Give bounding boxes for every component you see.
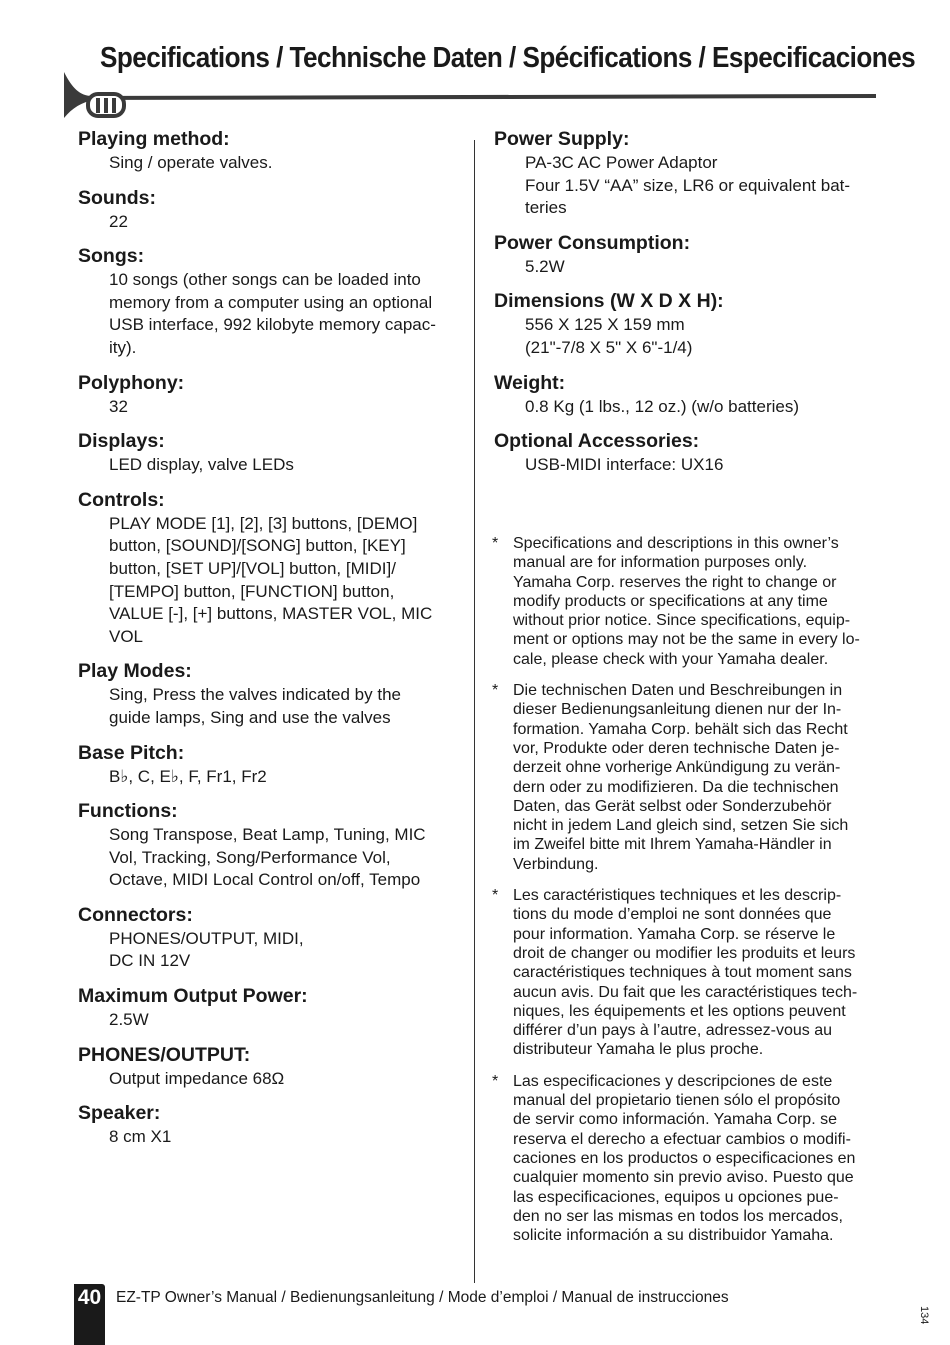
spec-power-supply: [494, 126, 884, 220]
spec-speaker: [78, 1100, 463, 1149]
spec-sounds: [78, 185, 463, 234]
note-bullet: *: [492, 682, 499, 700]
spec-value: 556 X 125 X 159 mm (21"-7/8 X 5" X 6"-1/4): [525, 315, 693, 357]
spec-label: Connectors:: [78, 903, 193, 926]
note-text: Las especificaciones y descripciones de este manual del propietario tienen sólo el propósito de servir como información. Yamaha Corp. se reserva el derecho a efectuar cambios o modifi- caciones en los productos o especificaciones en cualquier momento sin previo aviso. Puesto que las especificaciones, equipos u opciones pue- den no ser las mismas en todos los mercados, solicite información a su distribuidor Yamaha.: [513, 1072, 856, 1245]
note-text: Die technischen Daten und Beschreibungen in dieser Bedienungsanleitung dienen nur der In- formation. Yamaha Corp. behält sich das Recht vor, Produkte oder deren technische Daten je- derzeit ohne vorherige Ankündigung zu verän- dern oder zu modifizieren. Da die technischen Daten, das Gerät selbst oder Sonderzubehör nicht in jedem Land gleich sind, setzen Sie sich im Zweifel bitte mit Ihrem Yamaha-Händler in Verbindung.: [513, 682, 849, 873]
note-french: [492, 886, 877, 1060]
note-spanish: [492, 1072, 877, 1246]
spec-value: 0.8 Kg (1 lbs., 12 oz.) (w/o batteries): [525, 396, 800, 416]
spec-label: Maximum Output Power:: [78, 985, 308, 1008]
note-english: [492, 534, 877, 669]
spec-max-output-power: [78, 983, 463, 1032]
note-bullet: *: [492, 887, 499, 905]
spec-label: Songs:: [78, 245, 145, 268]
spec-value: 5.2W: [525, 256, 565, 276]
spec-displays: [78, 428, 463, 477]
footer-text: EZ-TP Owner’s Manual / Bedienungsanleitung / Mode d’emploi / Manual de instrucciones: [116, 1289, 729, 1306]
note-bullet: *: [492, 535, 499, 552]
spec-label: Playing method:: [78, 128, 230, 150]
spec-label: Polyphony:: [78, 371, 185, 394]
spec-label: Optional Accessories:: [494, 430, 700, 453]
note-german: [492, 681, 877, 874]
spec-label: Displays:: [78, 430, 165, 453]
spec-label: Power Consumption:: [494, 231, 691, 254]
spec-weight: [494, 370, 884, 419]
spec-phones-output: [78, 1042, 463, 1091]
spec-playing-method: [78, 126, 463, 175]
specs-left-column: [78, 126, 463, 1159]
spec-value: Song Transpose, Beat Lamp, Tuning, MIC Vol, Tracking, Song/Performance Vol, Octave, MIDI Local Control on/off, Tempo: [109, 825, 426, 890]
spec-value: PA-3C AC Power Adaptor Four 1.5V “AA” size, LR6 or equivalent bat- teries: [525, 153, 851, 218]
spec-value: 22: [109, 211, 128, 231]
spec-value: 32: [109, 396, 128, 416]
spec-value: Output impedance 68Ω: [109, 1068, 285, 1088]
note-bullet: *: [492, 1072, 499, 1090]
spec-connectors: [78, 902, 463, 973]
spec-play-modes: [78, 658, 463, 729]
column-divider: [474, 140, 475, 1283]
spec-dimensions: [494, 288, 884, 359]
spec-label: Speaker:: [78, 1102, 161, 1125]
specs-right-column: [494, 126, 884, 487]
spec-value: PLAY MODE [1], [2], [3] buttons, [DEMO] button, [SOUND]/[SONG] button, [KEY] button, [SET UP]/[VOL] button, [MIDI]/ [TEMPO] button, [FUNCTION] button, VALUE [-], [+] buttons, MASTER VOL, MIC VOL: [109, 513, 433, 646]
spec-songs: [78, 243, 463, 359]
spec-value: Sing, Press the valves indicated by the guide lamps, Sing and use the valves: [109, 685, 401, 727]
spec-label: Base Pitch:: [78, 741, 185, 764]
note-text: Specifications and descriptions in this owner’s manual are for information purposes only. Yamaha Corp. reserves the right to change or modify products or specifications at any time without prior notice. Since specifications, equip- ment or options may not be the same in every lo- cale, please check with your Yamaha dealer.: [513, 535, 860, 668]
spec-label: Weight:: [494, 371, 566, 394]
spec-value: Sing / operate valves.: [109, 153, 273, 172]
trumpet-icon: [60, 66, 876, 122]
spec-value: 8 cm X1: [109, 1127, 172, 1147]
spec-optional-accessories: [494, 428, 884, 477]
spec-value: LED display, valve LEDs: [109, 455, 294, 475]
spec-value: 10 songs (other songs can be loaded into memory from a computer using an optional USB interface, 992 kilobyte memory capac- ity).: [109, 270, 436, 357]
spec-base-pitch: [78, 740, 463, 789]
spec-label: Controls:: [78, 488, 165, 511]
spec-functions: [78, 798, 463, 892]
spec-label: Dimensions (W X D X H):: [494, 290, 724, 313]
spec-label: Play Modes:: [78, 660, 192, 683]
side-page-code: 134: [918, 1306, 930, 1325]
spec-label: PHONES/OUTPUT:: [78, 1043, 251, 1066]
disclaimer-notes: [492, 534, 877, 1257]
spec-label: Power Supply:: [494, 128, 630, 150]
note-text: Les caractéristiques techniques et les descrip- tions du mode d’emploi ne sont données que pour information. Yamaha Corp. se réserve le droit de changer ou modifier les produits et leurs caractéristiques techniques à tout moment sans aucun avis. Du fait que les caractéristiques tech- niques, les équipements et les options peuvent différer d’un pays à l’autre, adressez-vous au distributeur Yamaha le plus proche.: [513, 887, 858, 1059]
spec-controls: [78, 487, 463, 649]
spec-value: PHONES/OUTPUT, MIDI, DC IN 12V: [109, 928, 304, 971]
spec-label: Functions:: [78, 800, 178, 823]
page-number: 40: [77, 1286, 102, 1309]
spec-value: USB-MIDI interface: UX16: [525, 455, 724, 475]
spec-label: Sounds:: [78, 186, 156, 209]
spec-value: 2.5W: [109, 1010, 149, 1030]
page-title: Specifications / Technische Daten / Spécifications / Especificaciones: [100, 42, 916, 74]
spec-power-consumption: [494, 230, 884, 279]
spec-value: B♭, C, E♭, F, Fr1, Fr2: [109, 766, 267, 786]
spec-polyphony: [78, 370, 463, 419]
